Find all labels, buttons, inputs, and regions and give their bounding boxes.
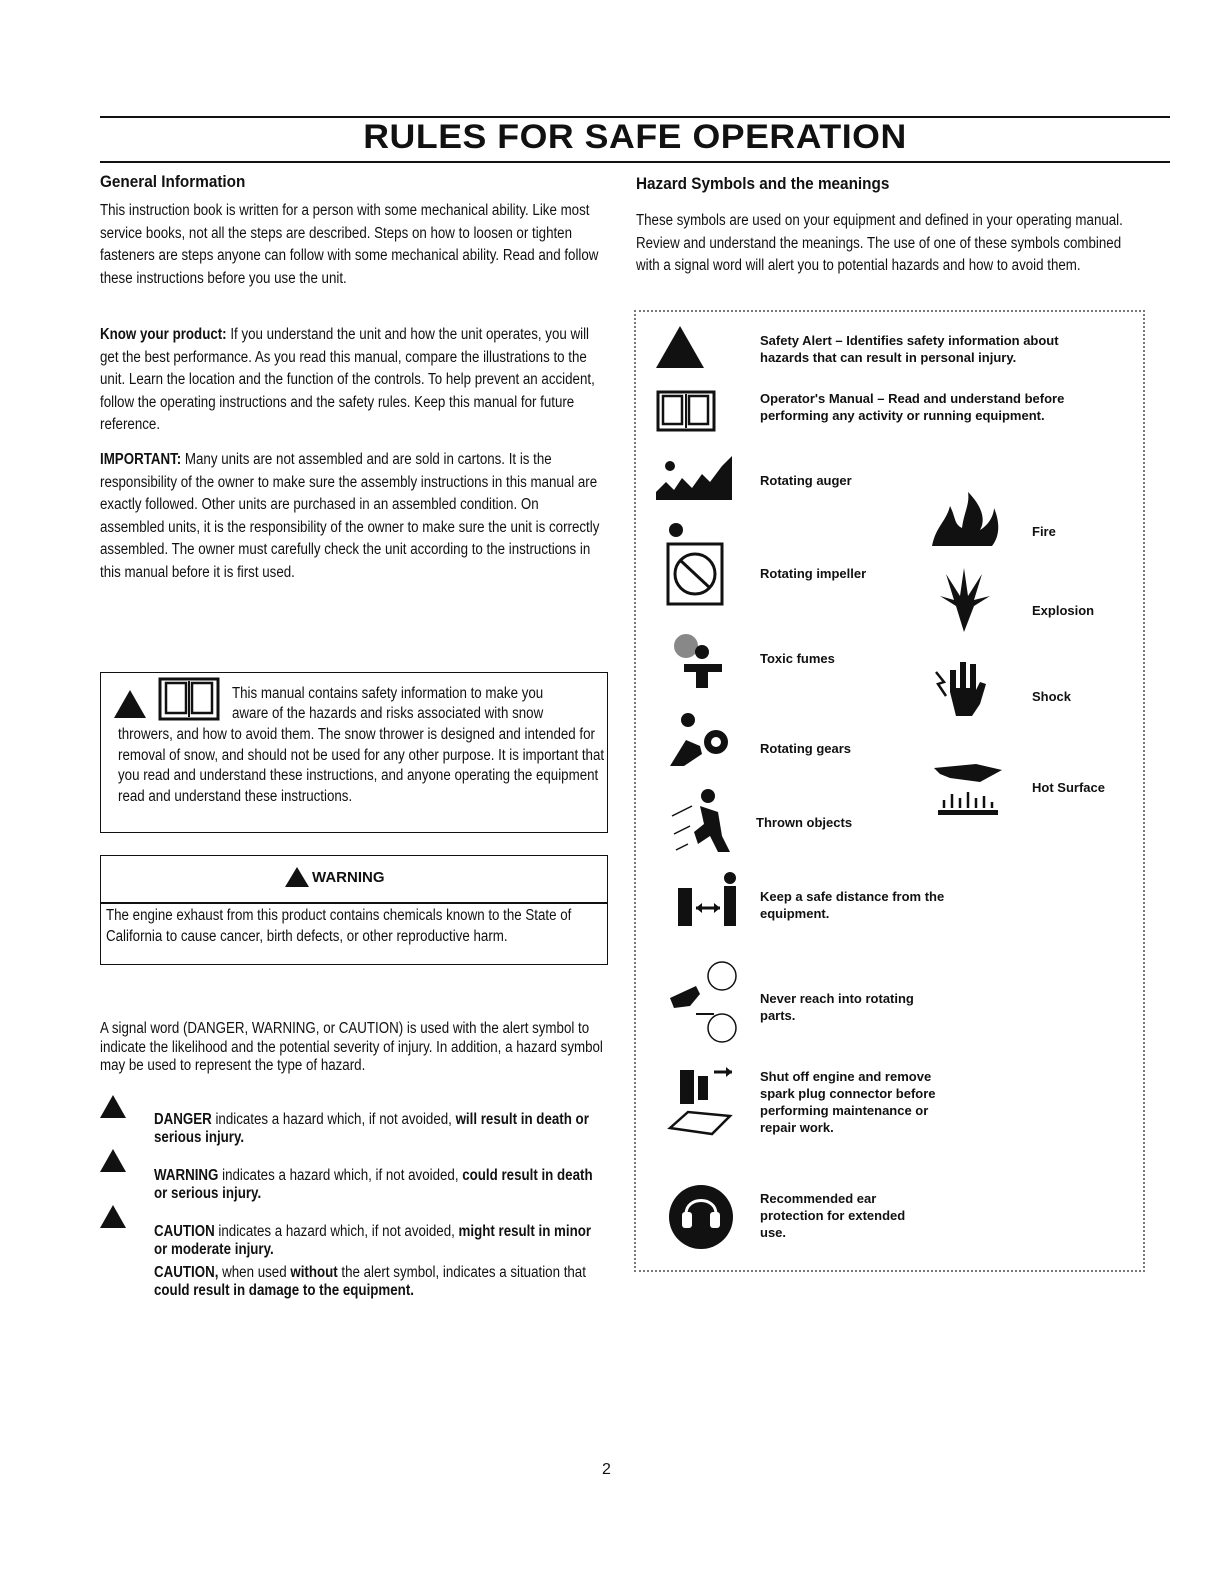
manual-box-line-2: aware of the hazards and risks associated with snow bbox=[232, 705, 544, 722]
caution-without-definition bbox=[154, 1264, 606, 1300]
operators-manual-icon bbox=[158, 677, 220, 721]
page-number: 2 bbox=[602, 1461, 611, 1478]
toxic-fumes-label: Toxic fumes bbox=[760, 651, 835, 666]
hazard-symbols-heading: Hazard Symbols and the meanings bbox=[636, 174, 890, 193]
fire-label: Fire bbox=[1032, 524, 1056, 539]
warning-mid: indicates a hazard which, if not avoided, bbox=[218, 1166, 463, 1184]
caution2-result: could result in damage to the equipment. bbox=[154, 1281, 414, 1299]
safe-distance-label: Keep a safe distance from the equipment. bbox=[760, 889, 945, 921]
thrown-objects-icon bbox=[668, 786, 734, 858]
rotating-auger-icon bbox=[652, 452, 736, 504]
know-your-product-text: If you understand the unit and how the unit operates, you will get the best performance. As you read this manual, compare the illustrations to the unit. Learn the location and the function of the controls. To help prevent an accident, follow the operating instructions and the safety rules. Keep this manual for future reference. bbox=[100, 326, 595, 433]
safety-alert-label: Safety Alert – Identifies safety information about hazards that can result in personal injury. bbox=[760, 333, 1059, 365]
caution2-b: the alert symbol, indicates a situation that bbox=[337, 1263, 586, 1281]
important-paragraph bbox=[100, 449, 604, 584]
title-bottom-rule bbox=[100, 161, 1170, 163]
warning-text: The engine exhaust from this product contains chemicals known to the State of California to cause cancer, birth defects, or other reproductive harm. bbox=[106, 907, 572, 945]
warning-result: could result in death or serious injury. bbox=[154, 1166, 593, 1202]
rotating-auger-label: Rotating auger bbox=[760, 473, 852, 488]
manual-box-text: throwers, and how to avoid them. The snow thrower is designed and intended for removal of snow, and should not be used for any other purpose. It is important that you read and understand these instructions, and anyone operating the equipment read and understand these instructions. bbox=[118, 726, 605, 805]
ear-protection-icon bbox=[668, 1184, 734, 1250]
manual-box-line-1: This manual contains safety information to make you bbox=[232, 685, 544, 702]
warning-word: WARNING bbox=[154, 1166, 219, 1184]
thrown-objects-label: Thrown objects bbox=[756, 815, 853, 830]
general-information-text: This instruction book is written for a person with some mechanical ability. Like most service books, not all the steps are described. Steps on how to loosen or tighten fasteners are steps anyone can follow with some mechanical ability. Read and follow these instructions before you use the unit. bbox=[100, 202, 599, 287]
operators-manual-label: Operator's Manual – Read and understand before performing any activity or running equipment. bbox=[760, 391, 1065, 423]
danger-word: DANGER bbox=[154, 1110, 212, 1128]
warning-box-divider bbox=[100, 902, 608, 904]
warning-definition bbox=[154, 1167, 606, 1203]
caution-word: CAUTION bbox=[154, 1222, 215, 1240]
know-your-product-label: Know your product: bbox=[100, 326, 227, 343]
caution2-a: when used bbox=[218, 1263, 291, 1281]
ear-protection-label: Recommended ear protection for extended use. bbox=[760, 1191, 906, 1240]
safe-distance-icon bbox=[676, 870, 738, 930]
warning-def-alert-icon bbox=[100, 1149, 126, 1172]
safety-alert-icon bbox=[114, 690, 146, 718]
shut-off-engine-label: Shut off engine and remove spark plug connector before performing maintenance or repair work. bbox=[760, 1069, 936, 1135]
shock-icon bbox=[932, 652, 996, 718]
important-label: IMPORTANT: bbox=[100, 451, 182, 468]
caution-alert-icon bbox=[100, 1205, 126, 1228]
toxic-fumes-icon bbox=[664, 632, 728, 690]
rotating-impeller-label: Rotating impeller bbox=[760, 566, 867, 581]
important-text: Many units are not assembled and are sold in cartons. It is the responsibility of the owner to make sure the assembly instructions in this manual are exactly followed. Other units are purchased in an assembled condition. On assembled units, it is the responsibility of the owner to make sure the unit is correctly assembled. The owner must carefully check the unit according to the instructions in this manual before it is first used. bbox=[100, 451, 600, 581]
caution-result: might result in minor or moderate injury. bbox=[154, 1222, 592, 1258]
danger-definition bbox=[154, 1111, 606, 1147]
warning-alert-icon bbox=[285, 867, 309, 887]
hazard-safety-alert-icon bbox=[656, 326, 704, 368]
hazard-intro-text: These symbols are used on your equipment and defined in your operating manual. Review and understand the meanings. The use of one of these symbols combined with a signal word will alert you to potential hazards and how to avoid them. bbox=[636, 212, 1123, 274]
explosion-icon bbox=[932, 566, 996, 634]
explosion-label: Explosion bbox=[1032, 603, 1095, 618]
shut-off-engine-icon bbox=[666, 1062, 746, 1142]
caution2-word: CAUTION, bbox=[154, 1263, 219, 1281]
danger-result: will result in death or serious injury. bbox=[154, 1110, 589, 1146]
caution-mid: indicates a hazard which, if not avoided, bbox=[214, 1222, 459, 1240]
never-reach-label: Never reach into rotating parts. bbox=[760, 991, 914, 1023]
warning-label: WARNING bbox=[312, 869, 385, 886]
danger-alert-icon bbox=[100, 1095, 126, 1118]
rotating-gears-icon bbox=[666, 710, 734, 768]
hot-surface-icon bbox=[930, 756, 1006, 820]
caution-definition bbox=[154, 1223, 606, 1259]
never-reach-icon bbox=[666, 958, 746, 1048]
rotating-gears-label: Rotating gears bbox=[760, 741, 852, 756]
caution2-without: without bbox=[290, 1263, 338, 1281]
signal-word-paragraph: A signal word (DANGER, WARNING, or CAUTION) is used with the alert symbol to indicate the likelihood and the potential severity of injury. In addition, a hazard symbol may be used to represent the type of hazard. bbox=[100, 1020, 603, 1074]
general-information-heading: General Information bbox=[100, 172, 246, 191]
danger-mid: indicates a hazard which, if not avoided, bbox=[211, 1110, 456, 1128]
fire-icon bbox=[928, 490, 1002, 548]
shock-label: Shock bbox=[1032, 689, 1072, 704]
hot-surface-label: Hot Surface bbox=[1032, 780, 1105, 795]
rotating-impeller-icon bbox=[664, 520, 728, 610]
know-your-product-paragraph bbox=[100, 324, 604, 437]
page-title: RULES FOR SAFE OPERATION bbox=[363, 118, 907, 156]
hazard-operators-manual-icon bbox=[656, 390, 716, 432]
